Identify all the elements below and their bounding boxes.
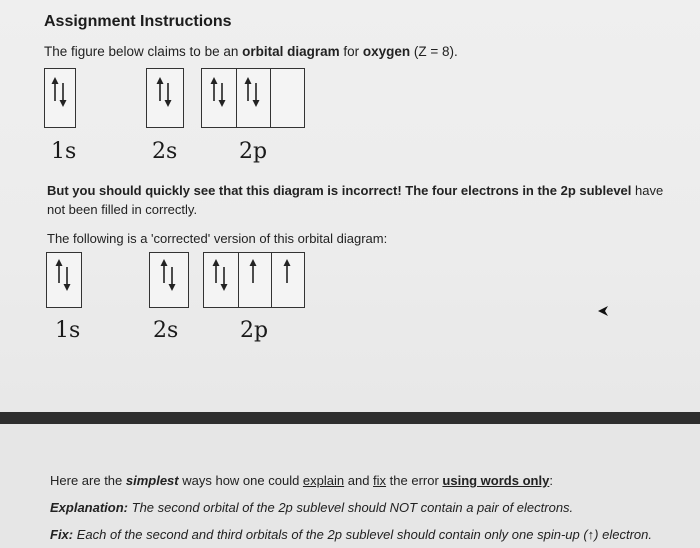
- para1-bold-sublevel: sublevel: [575, 183, 632, 198]
- claim-bold-oxygen: oxygen: [362, 44, 411, 59]
- orbital-box-1s: [46, 252, 82, 308]
- claim-text: [44, 44, 458, 59]
- orbital-divider: [238, 253, 239, 307]
- fix-line: [50, 527, 652, 542]
- orbital-box-2s: [149, 252, 189, 308]
- sublevel-label-2s: 2s: [152, 139, 178, 164]
- orbital-divider: [270, 69, 271, 127]
- orbital-divider: [271, 253, 272, 307]
- answer-intro-line: [50, 473, 553, 488]
- para1-bold-2p: 2p: [560, 183, 576, 198]
- answer-intro-e: and: [344, 473, 374, 488]
- orbital-box-2s: [146, 68, 184, 128]
- answer-intro-using-words-only: using words only: [442, 473, 550, 488]
- spin-down-arrow-icon: [59, 81, 73, 107]
- para1-line2: not been filled in correctly.: [47, 202, 198, 217]
- explanation-label: Explanation:: [50, 500, 129, 515]
- para1-rest: have: [631, 183, 664, 198]
- para1-bold-a: But you should quickly see that this diagram is incorrect! The four electrons in the: [47, 183, 561, 198]
- section-divider: [0, 412, 700, 424]
- explanation-line: [50, 500, 573, 515]
- spin-up-arrow-icon: [249, 259, 263, 285]
- claim-prefix: The figure below claims to be an: [44, 44, 243, 59]
- sublevel-label-1s: 1s: [55, 318, 81, 343]
- answer-intro-g: the error: [386, 473, 443, 488]
- mouse-cursor-icon: [597, 305, 609, 317]
- sublevel-label-2p: 2p: [240, 318, 269, 343]
- fix-text: Each of the second and third orbitals of the 2p sublevel should contain only one spin-up (↑) electron.: [73, 527, 652, 542]
- fix-label: Fix:: [50, 527, 74, 542]
- orbital-box-2p: [201, 68, 305, 128]
- spin-down-arrow-icon: [63, 265, 77, 291]
- claim-bold-orbital-diagram: orbital diagram: [242, 44, 340, 59]
- incorrect-explanation-paragraph: [47, 181, 697, 219]
- answer-intro-a: Here are the: [50, 473, 126, 488]
- spin-down-arrow-icon: [168, 265, 182, 291]
- spin-up-arrow-icon: [283, 259, 297, 285]
- answer-intro-explain: explain: [302, 473, 345, 488]
- explanation-text: The second orbital of the 2p sublevel should NOT contain a pair of electrons.: [128, 500, 574, 515]
- orbital-box-1s: [44, 68, 76, 128]
- sublevel-label-2s: 2s: [153, 318, 179, 343]
- answer-intro-c: ways how one could: [178, 473, 303, 488]
- answer-intro-fix: fix: [373, 473, 387, 488]
- spin-down-arrow-icon: [220, 265, 234, 291]
- orbital-divider: [236, 69, 237, 127]
- orbital-box-2p: [203, 252, 305, 308]
- answer-section: [0, 424, 700, 548]
- sublevel-label-1s: 1s: [51, 139, 77, 164]
- spin-down-arrow-icon: [164, 81, 178, 107]
- page-title: Assignment Instructions: [44, 13, 232, 30]
- claim-suffix: (Z = 8).: [410, 44, 458, 59]
- claim-mid: for: [339, 44, 363, 59]
- corrected-intro-text: The following is a 'corrected' version of this orbital diagram:: [47, 231, 388, 246]
- answer-intro-colon: :: [549, 473, 553, 488]
- spin-down-arrow-icon: [218, 81, 232, 107]
- spin-down-arrow-icon: [252, 81, 266, 107]
- sublevel-label-2p: 2p: [239, 139, 268, 164]
- answer-intro-simplest: simplest: [125, 473, 179, 488]
